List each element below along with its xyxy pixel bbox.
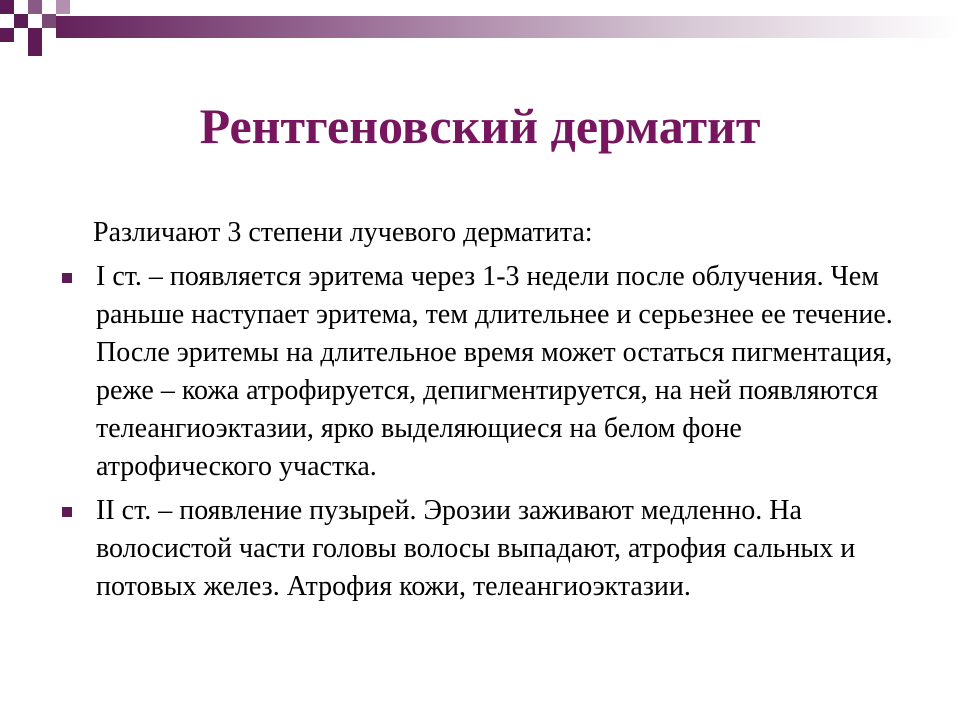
- decor-square: [14, 42, 28, 56]
- decor-square: [0, 14, 14, 28]
- list-item: [58, 492, 908, 606]
- decor-square: [28, 28, 42, 42]
- decor-square: [14, 14, 28, 28]
- decor-band: [30, 16, 960, 38]
- decor-square: [42, 14, 56, 28]
- slide-content: [58, 214, 908, 612]
- decor-square: [42, 28, 56, 42]
- decor-square: [0, 28, 14, 42]
- intro-text: Различают 3 степени лучевого дерматита:: [93, 217, 593, 248]
- list-item-text: II ст. – появление пузырей. Эрозии заживают медленно. На волосистой части головы волосы выпадают, атрофия сальных и потовых желез. Атрофия кожи, телеангиоэктазии.: [96, 495, 856, 602]
- decor-square: [14, 28, 28, 42]
- header-decoration: [0, 0, 960, 60]
- list-item-text: I ст. – появляется эритема через 1-3 недели после облучения. Чем раньше наступает эритема, тем длительнее и серьезнее ее течение. После эритемы на длительное время может остаться пигментация, реже – кожа атрофируется, депигментируется, на ней появляются телеангиоэктазии, ярко выделяющиеся на белом фоне атрофического участка.: [96, 261, 893, 482]
- square-bullet-icon: [62, 273, 72, 283]
- decor-square: [28, 0, 42, 14]
- decor-square: [0, 0, 14, 14]
- decor-square: [42, 0, 56, 14]
- decor-square: [14, 0, 28, 14]
- square-bullet-icon: [62, 507, 72, 517]
- decor-square: [56, 0, 70, 14]
- slide-title: Рентгеновский дерматит: [199, 98, 761, 154]
- decor-square: [28, 14, 42, 28]
- decor-square: [28, 42, 42, 56]
- list-item: [58, 258, 908, 486]
